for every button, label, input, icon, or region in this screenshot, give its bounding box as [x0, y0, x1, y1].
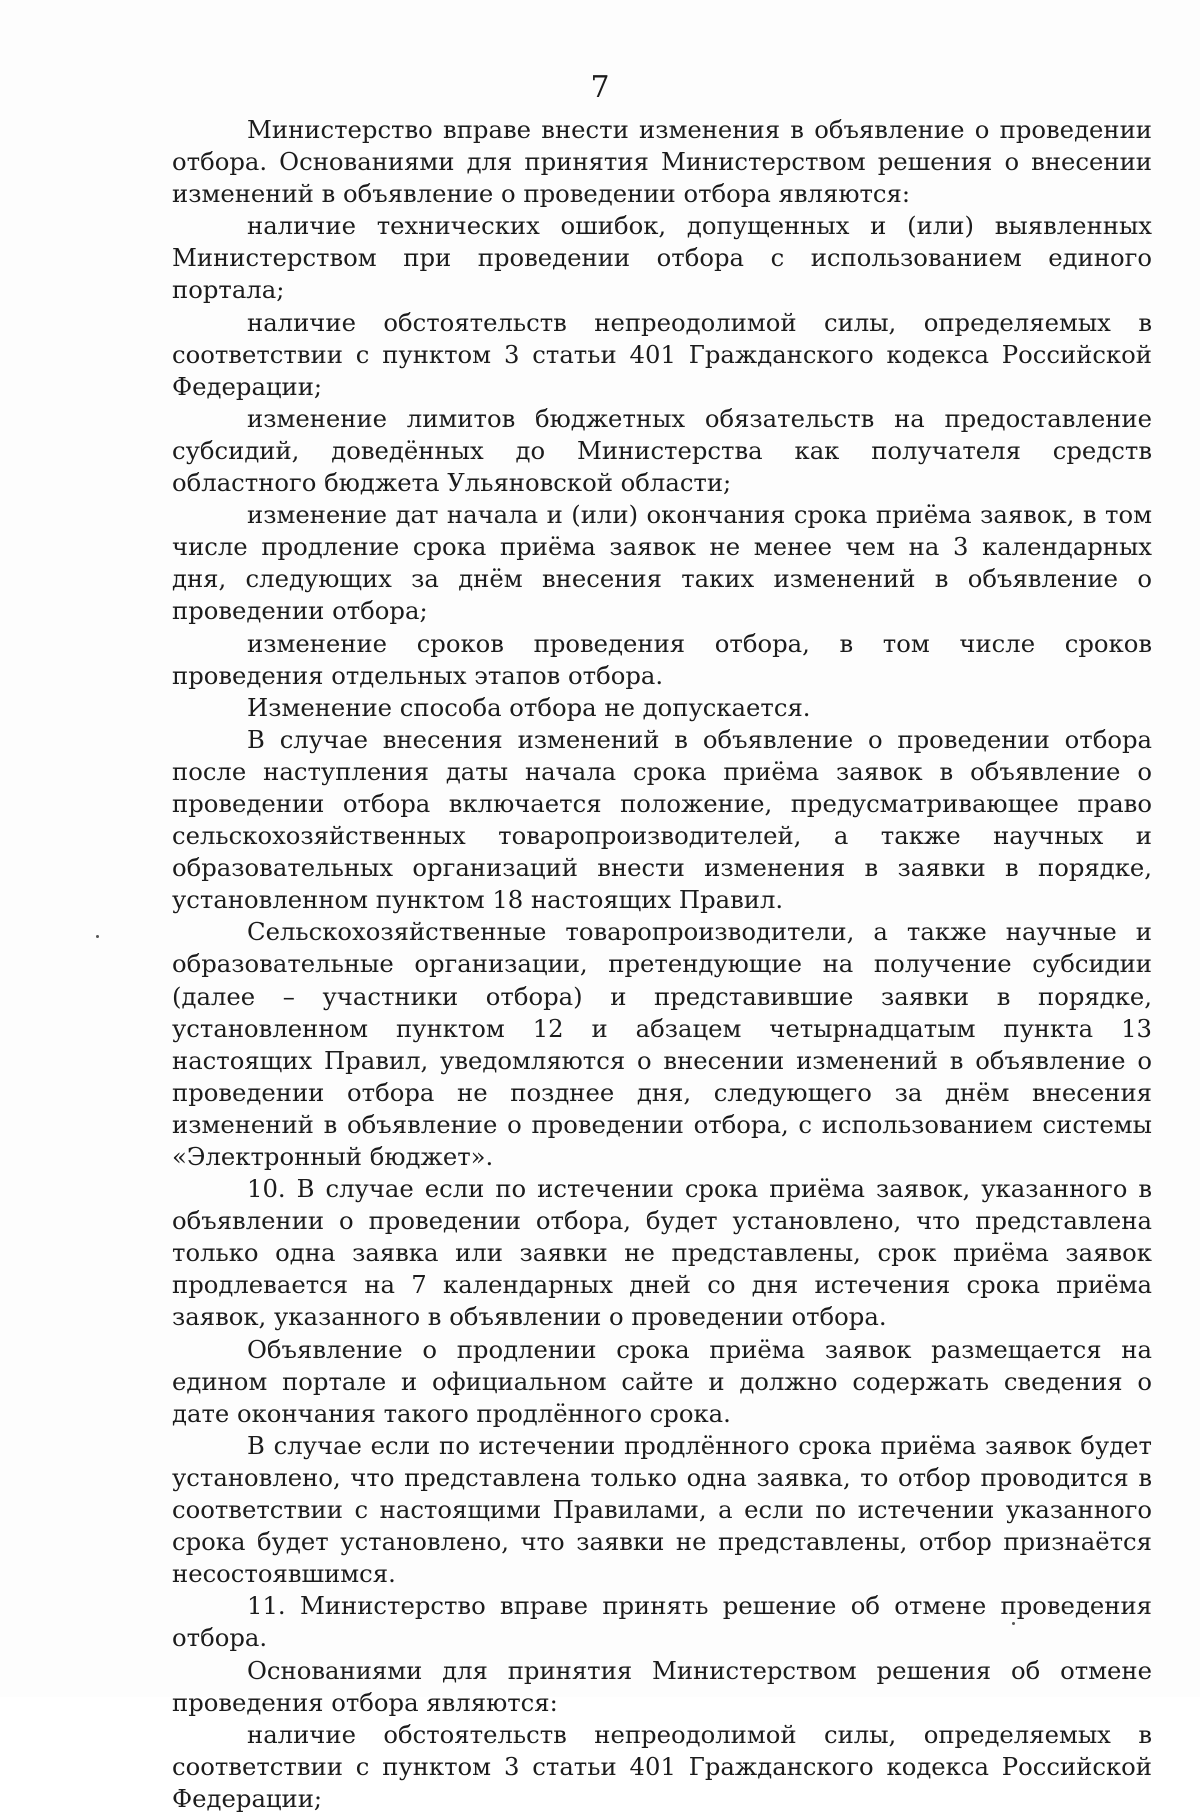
- paragraph: изменение лимитов бюджетных обязательств на предоставление субсидий, доведённых до Министерства как получателя средств областного бюджета Ульяновской области;: [172, 403, 1152, 498]
- paragraph: Министерство вправе внести изменения в объявление о проведении отбора. Основаниями для принятия Министерством решения о внесении изменений в объявление о проведении отбора являются:: [172, 115, 1152, 209]
- paragraph: наличие обстоятельств непреодолимой силы, определяемых в соответствии с пунктом 3 статьи 401 Гражданского кодекса Российской Федерации;: [172, 307, 1152, 401]
- paragraph: Основаниями для принятия Министерством решения об отмене проведения отбора являются:: [172, 1655, 1152, 1717]
- paragraph: В случае если по истечении продлённого срока приёма заявок будет установлено, что представлена только одна заявка, то отбор проводится в соответствии с настоящими Правилами, а если по истечении указанного срока будет установлено, что заявки не представлены, отбор признаётся несостоявшимся.: [172, 1430, 1152, 1589]
- paragraph: Объявление о продлении срока приёма заявок размещается на едином портале и официальном сайте и должно содержать сведения о дате окончания такого продлённого срока.: [172, 1334, 1152, 1428]
- paragraph: В случае внесения изменений в объявление о проведении отбора после наступления даты начала срока приёма заявок в объявление о проведении отбора включается положение, предусматривающее право сельскохозяйственных товаропроизводителей, а также научных и образовательных организаций внести изменения в заявки в порядке, установленном пунктом 18 настоящих Правил.: [172, 724, 1152, 915]
- scan-speck: [1012, 1622, 1015, 1625]
- paragraph: наличие технических ошибок, допущенных и (или) выявленных Министерством при проведении отбора с использованием единого портала;: [172, 211, 1152, 305]
- paragraph: 10. В случае если по истечении срока приёма заявок, указанного в объявлении о проведении отбора, будет установлено, что представлена только одна заявка или заявки не представлены, срок приёма заявок продлевается на 7 календарных дней со дня истечения срока приёма заявок, указанного в объявлении о проведении отбора.: [172, 1174, 1152, 1332]
- paragraph: Изменение способа отбора не допускается.: [247, 692, 811, 722]
- scan-speck: [96, 935, 99, 938]
- paragraph: изменение дат начала и (или) окончания срока приёма заявок, в том числе продление срока приёма заявок не менее чем на 3 календарных дня, следующих за днём внесения таких изменений в объявление о проведении отбора;: [172, 500, 1152, 626]
- paragraph: наличие обстоятельств непреодолимой силы, определяемых в соответствии с пунктом 3 статьи 401 Гражданского кодекса Российской Федерации;: [172, 1719, 1152, 1813]
- paragraph: изменение сроков проведения отбора, в том числе сроков проведения отдельных этапов отбора.: [172, 628, 1152, 690]
- paragraph: 11. Министерство вправе принять решение об отмене проведения отбора.: [172, 1591, 1152, 1653]
- page-number: 7: [590, 70, 610, 105]
- paragraph: Сельскохозяйственные товаропроизводители, а также научные и образовательные организации, претендующие на получение субсидии (далее – участники отбора) и представившие заявки в порядке, установленном пунктом 12 и абзацем четырнадцатым пункта 13 настоящих Правил, уведомляются о внесении изменений в объявление о проведении отбора не позднее дня, следующего за днём внесения изменений в объявление о проведении отбора, с использованием системы «Электронный бюджет».: [172, 917, 1152, 1171]
- document-body: [172, 114, 1152, 1815]
